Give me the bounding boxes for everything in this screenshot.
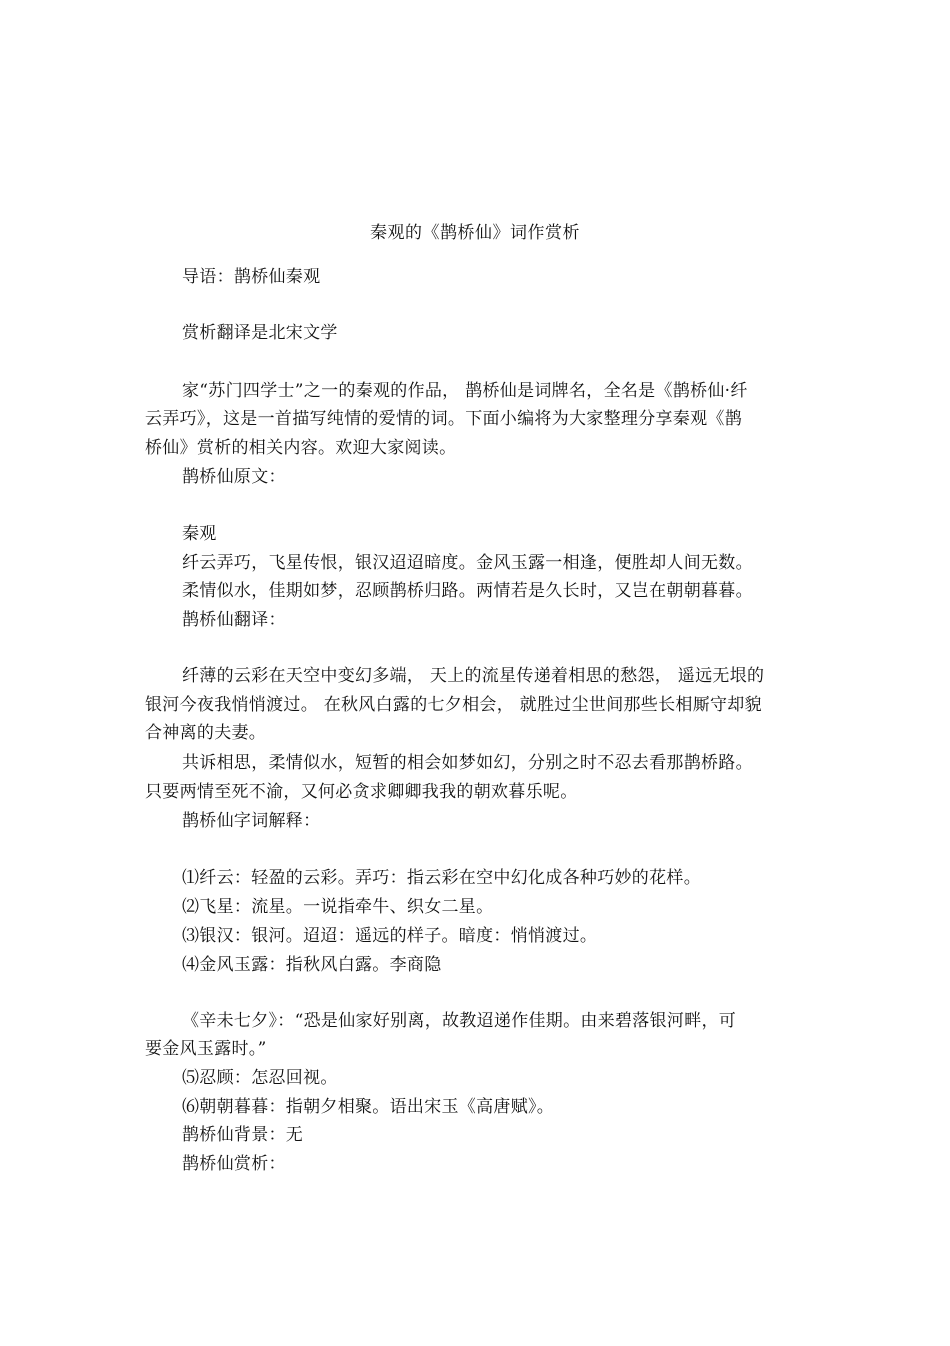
text-line: ⑹朝朝暮暮：指朝夕相聚。语出宋玉《高唐赋》。 [182, 1097, 555, 1117]
text-line: 秦观 [182, 524, 217, 544]
text-line: 共诉相思，柔情似水，短暂的相会如梦如幻，分别之时不忍去看那鹊桥路。 [182, 753, 753, 773]
text-line: 鹊桥仙翻译： [182, 610, 286, 630]
text-line: 要金风玉露时。” [145, 1039, 267, 1059]
text-line: 桥仙》赏析的相关内容。欢迎大家阅读。 [145, 438, 457, 458]
document-title: 秦观的《鹊桥仙》词作赏析 [370, 223, 580, 243]
text-line: 银河今夜我悄悄渡过。 在秋风白露的七夕相会， 就胜过尘世间那些长相厮守却貌 [145, 695, 762, 715]
text-line: ⑸忍顾：怎忍回视。 [182, 1068, 338, 1088]
text-line: ⑵飞星：流星。一说指牵牛、织女二星。 [182, 897, 494, 917]
text-line: 鹊桥仙背景：无 [182, 1125, 304, 1145]
text-line: 云弄巧》，这是一首描写纯情的爱情的词。下面小编将为大家整理分享秦观《鹊 [145, 409, 742, 429]
text-line: ⑴纤云：轻盈的云彩。弄巧：指云彩在空中幻化成各种巧妙的花样。 [182, 868, 701, 888]
text-line: 鹊桥仙原文： [182, 467, 286, 487]
text-line: 纤云弄巧，飞星传恨，银汉迢迢暗度。金风玉露一相逢，便胜却人间无数。 [182, 553, 753, 573]
text-line: 纤薄的云彩在天空中变幻多端， 天上的流星传递着相思的愁怨， 遥远无垠的 [182, 666, 765, 686]
text-line: ⑶银汉：银河。迢迢：遥远的样子。暗度：悄悄渡过。 [182, 926, 598, 946]
text-line: 鹊桥仙赏析： [182, 1154, 286, 1174]
text-line: 赏析翻译是北宋文学 [182, 323, 338, 343]
text-line: 导语：鹊桥仙秦观 [182, 267, 321, 287]
text-line: 合神离的夫妻。 [145, 723, 267, 743]
text-line: 鹊桥仙字词解释： [182, 811, 321, 831]
text-line: 家“苏门四学士”之一的秦观的作品， 鹊桥仙是词牌名，全名是《鹊桥仙·纤 [182, 381, 748, 401]
text-line: ⑷金风玉露：指秋风白露。李商隐 [182, 955, 442, 975]
text-line: 柔情似水，佳期如梦，忍顾鹊桥归路。两情若是久长时，又岂在朝朝暮暮。 [182, 581, 753, 601]
text-line: 只要两情至死不渝，又何必贪求卿卿我我的朝欢暮乐呢。 [145, 782, 578, 802]
text-line: 《辛未七夕》：“恐是仙家好别离，故教迢递作佳期。由来碧落银河畔，可 [182, 1011, 737, 1031]
